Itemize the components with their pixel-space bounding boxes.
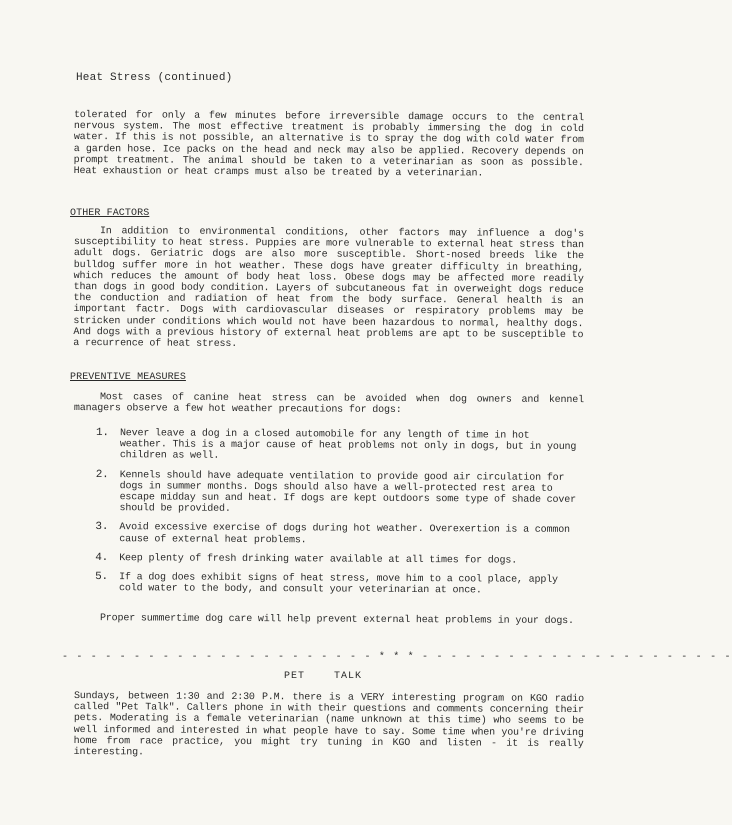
list-item-number: 3. [95, 521, 109, 534]
list-item [91, 553, 581, 567]
list-item-number: 2. [95, 468, 109, 481]
list-item [91, 572, 581, 597]
list-item [91, 470, 581, 518]
preventive-intro-paragraph [74, 392, 584, 418]
list-item-text: Avoid excessive exercise of dogs during hot weather. Overexertion is a common cause of external heat problems. [119, 522, 570, 546]
other-factors-text: In addition to environmental conditions, other factors may influence a dog's susceptibility to heat stress. Puppies are more vulnerable to external heat stress than adult dogs. Geriatric dogs are also more susceptible. Short-nosed breeds like the bulldog suffer more in hot weather. These dogs have greater difficulty in breathing, which reduces the amount of body heat loss. Obese dogs may be affected more readily than dogs in good body condition. Layers of subcutaneous fat in overweight dogs reduce the conduction and radiation of heat from the body surface. General health is an important factr. Dogs with cardiovascular diseases or respiratory problems may be stricken under conditions which would not have been hazardous to normal, healthy dogs. And dogs with a previous history of external heat problems are apt to be susceptible to a recurrence of heat stress. [73, 226, 584, 351]
list-item-number: 4. [95, 551, 109, 564]
preventive-intro-text: Most cases of canine heat stress can be avoided when dog owners and kennel managers observe a few hot weather precautions for dogs: [73, 392, 584, 417]
precautions-list [91, 428, 582, 605]
list-item-text: Keep plenty of fresh drinking water available at all times for dogs. [119, 552, 518, 567]
list-item [92, 428, 582, 465]
list-item-text: Kennels should have adequate ventilation to provide good air circulation for dogs in summer months. Dogs should also have a well-protected rest area to escape midday sun and heat. If dogs are kept outdoors some type of shade cover should be provided. [119, 469, 576, 516]
list-item-number: 1. [95, 427, 109, 440]
list-item-text: If a dog does exhibit signs of heat stress, move him to a cool place, apply cold water to the body, and consult your veterinarian at once. [118, 572, 558, 597]
other-factors-paragraph [73, 226, 584, 352]
list-item-number: 5. [95, 571, 109, 584]
list-item [91, 522, 581, 547]
other-factors-heading: OTHER FACTORS [70, 208, 150, 219]
closing-paragraph [74, 613, 584, 627]
pet-talk-title: PET TALK [284, 671, 363, 682]
intro-paragraph [74, 110, 584, 180]
pet-talk-text: Sundays, between 1:30 and 2:30 P.M. there is a VERY interesting program on KGO radio called "Pet Talk". Callers phone in with their questions and comments concerning their pets. Moderating is a female veterinarian (name unknown at this time) who seems to be well informed and interested in what people have to say. Some time when you're driving home from race practice, you might try tuning in KGO and listen - it is really interesting. [73, 691, 584, 759]
preventive-measures-heading: PREVENTIVE MEASURES [70, 372, 186, 383]
running-head: Heat Stress (continued) [76, 72, 233, 84]
pet-talk-paragraph [74, 691, 584, 761]
intro-text: tolerated for only a few minutes before irreversible damage occurs to the central nervous system. The most effective treatment is probably immersing the dog in cold water. If this is not possible, an alternative is to spray the dog with cold water from a garden hose. Ice packs on the head and neck may also be applied. Recovery depends on prompt treatment. The animal should be taken to a veterinarian as soon as possible. Heat exhaustion or heat cramps must also be treated by a veterinarian. [73, 110, 584, 180]
list-item-text: Never leave a dog in a closed automobile for any length of time in hot weather. This is a major cause of heat problems not only in dogs, but in young children as well. [119, 428, 577, 463]
closing-text: Proper summertime dog care will help prevent external heat problems in your dogs. [99, 613, 574, 628]
section-divider: - - - - - - - - - - - - - - - - - - - - - - * * * - - - - - - - - - - - - - - - - - - - - - - [62, 652, 732, 663]
